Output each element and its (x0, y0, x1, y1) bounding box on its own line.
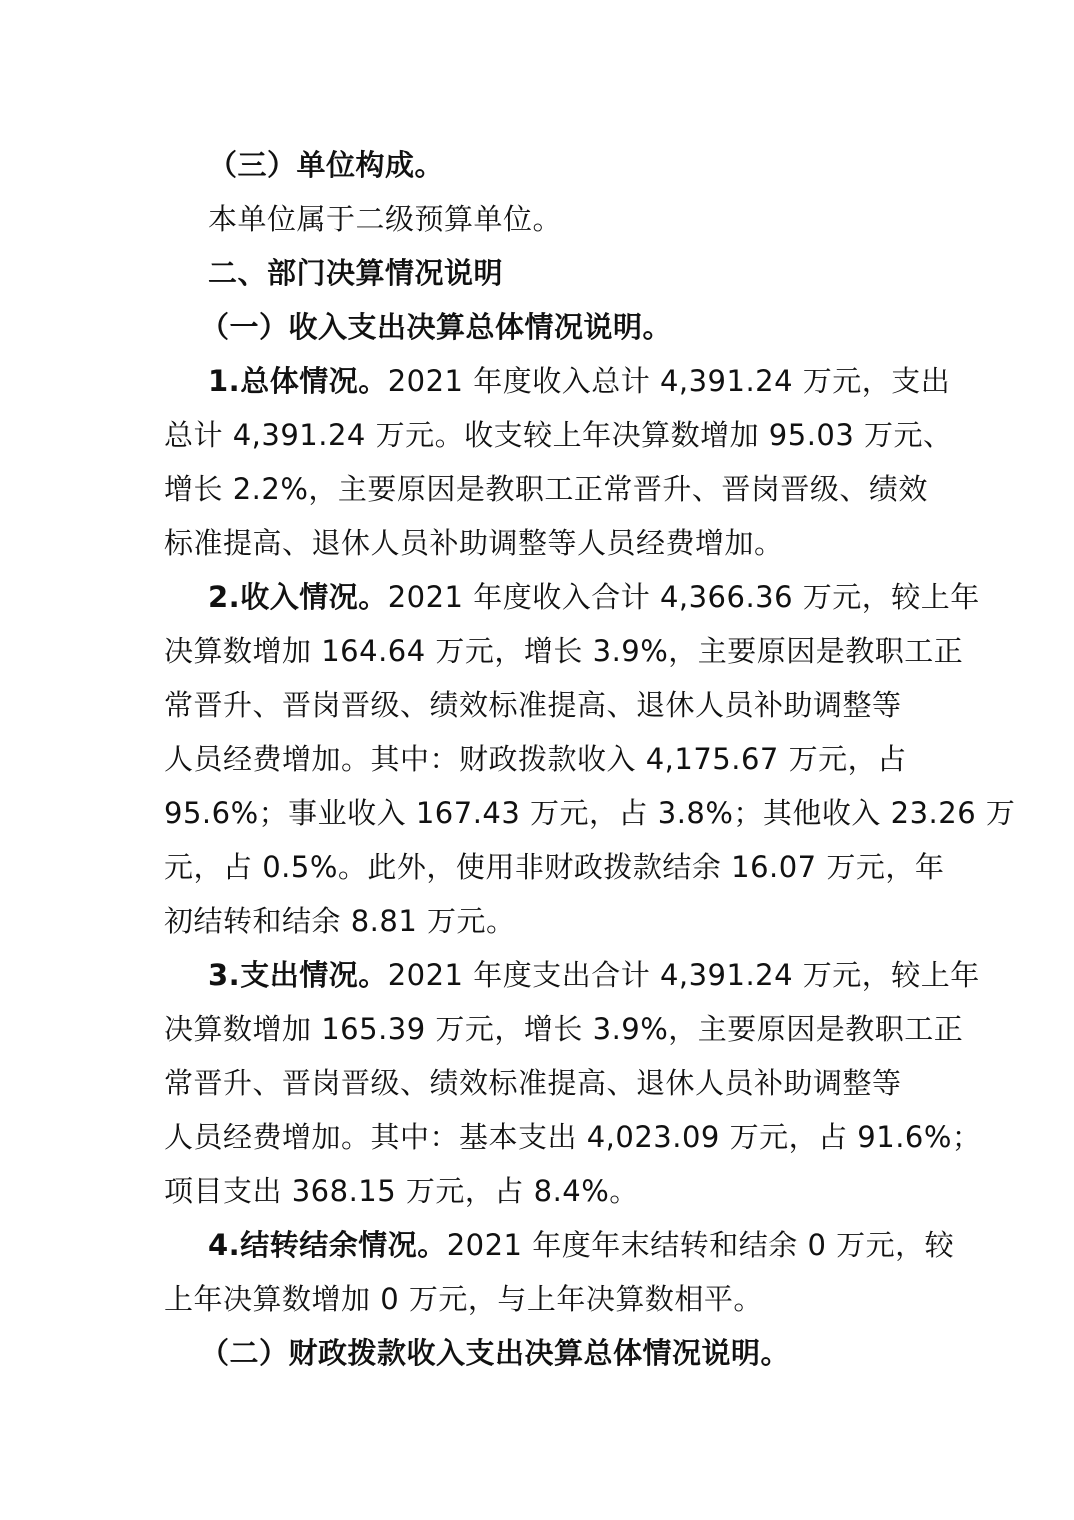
paragraph-overall (164, 354, 953, 570)
document-page (164, 138, 1016, 1380)
section3-body: 本单位属于二级预算单位。 (208, 202, 563, 236)
paragraph-expense-line-5: 项目支出 368.15 万元，占 8.4%。 (164, 1174, 639, 1208)
paragraph-income-line-7: 初结转和结余 8.81 万元。 (164, 904, 516, 938)
paragraph-overall-label: 1.总体情况。 (208, 364, 388, 398)
paragraph-expense-line-1: 2021 年度支出合计 4,391.24 万元，较上年 (387, 958, 980, 992)
paragraph-expense-line-3: 常晋升、晋岗晋级、绩效标准提高、退休人员补助调整等 (164, 1066, 902, 1100)
paragraph-balance-line-2: 上年决算数增加 0 万元，与上年决算数相平。 (164, 1282, 763, 1316)
paragraph-expense (164, 948, 982, 1218)
paragraph-overall-line-2: 总计 4,391.24 万元。收支较上年决算数增加 95.03 万元、 (164, 418, 953, 452)
sub1-heading: （一）收入支出决算总体情况说明。 (200, 310, 673, 344)
section3-heading: （三）单位构成。 (208, 148, 445, 182)
paragraph-income-line-6: 元，占 0.5%。此外，使用非财政拨款结余 16.07 万元，年 (164, 850, 945, 884)
paragraph-overall-line-4: 标准提高、退休人员补助调整等人员经费增加。 (164, 526, 784, 560)
paragraph-balance-label: 4.结转结余情况。 (208, 1228, 447, 1262)
paragraph-income-line-2: 决算数增加 164.64 万元，增长 3.9%，主要原因是教职工正 (164, 634, 964, 668)
paragraph-income (164, 570, 1016, 948)
paragraph-income-line-1: 2021 年度收入合计 4,366.36 万元，较上年 (387, 580, 980, 614)
paragraph-expense-label: 3.支出情况。 (208, 958, 388, 992)
paragraph-expense-line-2: 决算数增加 165.39 万元，增长 3.9%，主要原因是教职工正 (164, 1012, 964, 1046)
paragraph-income-line-3: 常晋升、晋岗晋级、绩效标准提高、退休人员补助调整等 (164, 688, 902, 722)
paragraph-overall-line-1: 2021 年度收入总计 4,391.24 万元，支出 (387, 364, 951, 398)
paragraph-expense-line-4: 人员经费增加。其中：基本支出 4,023.09 万元，占 91.6%； (164, 1120, 982, 1154)
paragraph-balance (164, 1218, 955, 1326)
paragraph-income-label: 2.收入情况。 (208, 580, 388, 614)
part2-heading: 二、部门决算情况说明 (208, 256, 504, 290)
paragraph-income-line-5: 95.6%；事业收入 167.43 万元，占 3.8%；其他收入 23.26 万 (164, 796, 1016, 830)
paragraph-balance-line-1: 2021 年度年末结转和结余 0 万元，较 (446, 1228, 955, 1262)
paragraph-overall-line-3: 增长 2.2%，主要原因是教职工正常晋升、晋岗晋级、绩效 (164, 472, 928, 506)
paragraph-income-line-4: 人员经费增加。其中：财政拨款收入 4,175.67 万元，占 (164, 742, 907, 776)
sub2-heading: （二）财政拨款收入支出决算总体情况说明。 (200, 1336, 791, 1370)
